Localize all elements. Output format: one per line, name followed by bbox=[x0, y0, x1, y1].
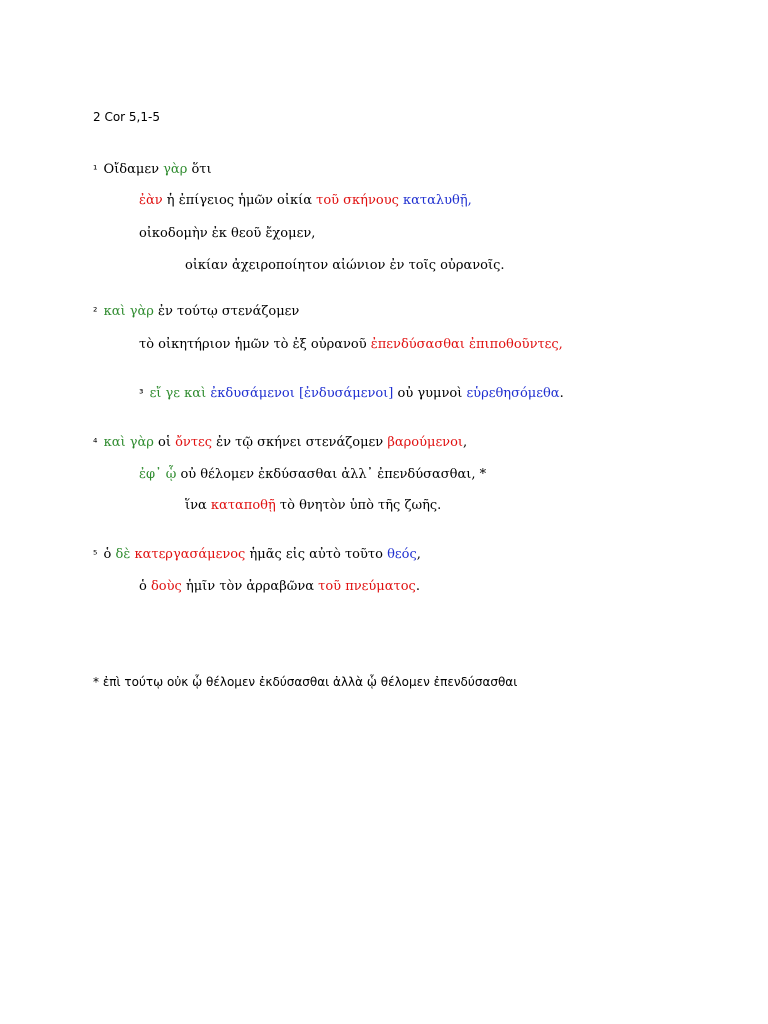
page-title: 2 Cor 5,1-5 bbox=[93, 110, 160, 124]
verse-line bbox=[139, 337, 563, 353]
text-segment: καὶ γὰρ bbox=[103, 304, 154, 319]
text-segment: τὸ οἰκητήριον ἡμῶν τὸ ἐξ οὐρανοῦ bbox=[139, 337, 371, 352]
text-segment: ὁ bbox=[139, 579, 151, 594]
verse-line bbox=[139, 193, 472, 209]
text-segment: ἵνα bbox=[185, 498, 211, 513]
text-segment: οἱ bbox=[153, 435, 176, 450]
footnote: * ἐπὶ τούτῳ οὐκ ᾧ θέλομεν ἐκδύσασθαι ἀλλὰ ᾧ θέλομεν ἐπενδύσασθαι bbox=[93, 675, 518, 689]
text-segment: θεός bbox=[387, 547, 417, 562]
text-segment: ἐν τούτῳ στενάζομεν bbox=[153, 304, 300, 319]
text-segment: . bbox=[559, 386, 564, 401]
verse-line bbox=[139, 579, 420, 595]
verse-number: ⁴ bbox=[93, 436, 98, 449]
text-segment: . bbox=[415, 579, 420, 594]
verse-line bbox=[139, 386, 564, 402]
text-segment: οὐ γυμνοὶ bbox=[393, 386, 467, 401]
text-segment: δὲ bbox=[115, 547, 131, 562]
text-segment: ἡ ἐπίγειος ἡμῶν οἰκία bbox=[162, 193, 317, 208]
text-segment: εὑρεθησόμεθα bbox=[466, 386, 560, 401]
verse-line bbox=[93, 435, 467, 451]
text-segment: γὰρ bbox=[163, 162, 188, 177]
text-segment: τὸ θνητὸν ὑπὸ τῆς ζωῆς. bbox=[275, 498, 442, 513]
text-segment: τοῦ σκήνους bbox=[316, 193, 399, 208]
text-segment: καταποθῇ bbox=[210, 498, 276, 513]
text-segment: καὶ γὰρ bbox=[103, 435, 154, 450]
text-segment: οὐ θέλομεν ἐκδύσασθαι ἀλλ᾽ ἐπενδύσασθαι, * bbox=[176, 467, 487, 482]
text-segment: ἐν τῷ σκήνει στενάζομεν bbox=[212, 435, 388, 450]
text-segment: εἴ γε καὶ bbox=[149, 386, 207, 401]
text-segment: δοὺς bbox=[150, 579, 182, 594]
verse-number: ² bbox=[93, 305, 98, 318]
text-segment: τοῦ πνεύματος bbox=[318, 579, 416, 594]
text-segment: ὁ bbox=[99, 547, 116, 562]
text-segment: ἐὰν bbox=[139, 193, 163, 208]
verse-number: ¹ bbox=[93, 163, 98, 176]
verse-line bbox=[93, 304, 299, 320]
text-segment: οἰκοδομὴν ἐκ θεοῦ ἔχομεν, bbox=[139, 226, 316, 241]
verse-line bbox=[185, 258, 505, 274]
text-segment: ἡμᾶς εἰς αὐτὸ τοῦτο bbox=[245, 547, 388, 562]
text-segment: οἰκίαν ἀχειροποίητον αἰώνιον ἐν τοῖς οὐρανοῖς. bbox=[185, 258, 505, 273]
text-segment: ἡμῖν τὸν ἀρραβῶνα bbox=[181, 579, 319, 594]
verse-number: ³ bbox=[139, 387, 144, 400]
text-segment: καταλυθῇ, bbox=[403, 193, 472, 208]
text-segment: , bbox=[416, 547, 421, 562]
text-segment: ὄντες bbox=[175, 435, 213, 450]
verse-line bbox=[139, 226, 315, 242]
text-segment: Οἴδαμεν bbox=[99, 162, 164, 177]
verse-line bbox=[93, 162, 212, 178]
verse-line bbox=[139, 467, 486, 483]
verse-number: ⁵ bbox=[93, 548, 98, 561]
text-segment: ἐφ᾽ ᾧ bbox=[139, 467, 177, 482]
text-segment: ἐπενδύσασθαι ἐπιποθοῦντες, bbox=[370, 337, 563, 352]
text-segment: κατεργασάμενος bbox=[134, 547, 246, 562]
text-segment: βαρούμενοι bbox=[387, 435, 464, 450]
verse-line bbox=[93, 547, 421, 563]
text-segment: ὅτι bbox=[187, 162, 212, 177]
verse-line bbox=[185, 498, 441, 514]
text-segment: , bbox=[463, 435, 468, 450]
text-segment: ἐκδυσάμενοι [ἐνδυσάμενοι] bbox=[210, 386, 394, 401]
